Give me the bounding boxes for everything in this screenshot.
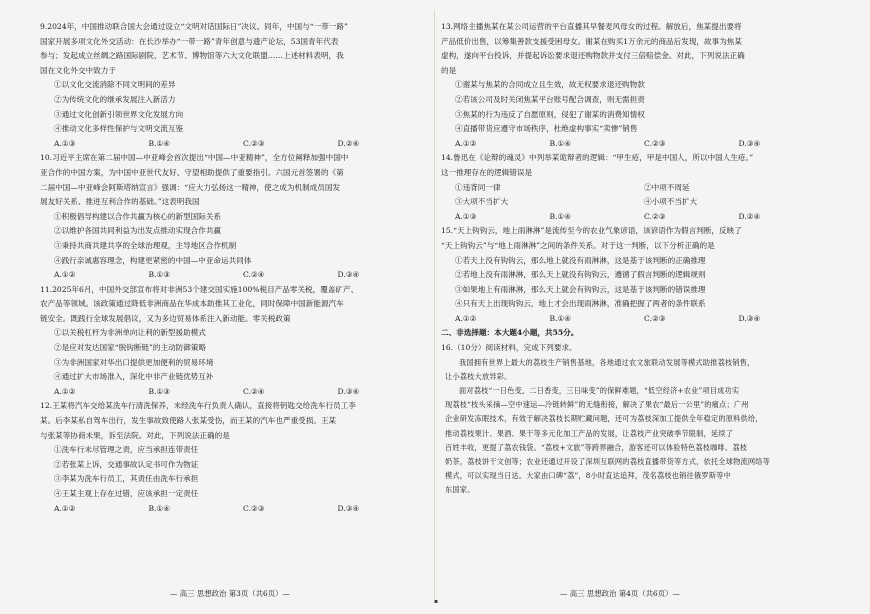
question-10 (40, 151, 432, 282)
material-line: 奶茶，荔枝饼干文创等；农业还通过开设了深圳互联网的荔枝直播带货等方式，依托全球物流网络等 (445, 457, 771, 467)
choice-d: D.③④ (738, 313, 761, 323)
option-1: ①违背同一律 (455, 182, 501, 192)
question-text-line: 12.王某将汽车交给某洗车行清洗保养，未经洗车行负责人确认，直接将钥匙交给洗车行员工李 (40, 401, 356, 411)
answer-choices (441, 210, 833, 225)
answer-choices (40, 137, 432, 152)
choice-c: C.②③ (243, 138, 265, 148)
choice-a: A.①② (54, 270, 76, 280)
option-1: ①若天上没有钩钩云，那么地上就没有雨淋淋，这是基于该判断的正确推理 (455, 255, 706, 265)
option-4: ④小项不当扩大 (644, 197, 698, 207)
question-text-line: 展友好关系、推进互利合作的基础。”这表明我国 (40, 197, 200, 207)
choice-d: D.③④ (337, 270, 360, 280)
left-column (40, 20, 432, 516)
material-line: 让小荔枝大放异彩。 (445, 371, 512, 381)
choice-c: C.②③ (644, 138, 666, 148)
option-3: ③通过文化创新引领世界文化发展方向 (54, 109, 184, 119)
material-line: 推动荔枝果汁、果酒、果干等多元化加工产品的发展，让荔枝产业突破季节限制，延续了 (445, 428, 734, 438)
question-text-line: 9.2024年，中国推动联合国大会通过设立“文明对话国际日”决议。同年，中国与“一带一路” (40, 22, 348, 31)
material-line: 现荔枝“枝头采摘—空中速运—冷链转鲜”的无缝衔接，解决了果农“最后一公里”的痛点；广州 (445, 400, 749, 410)
choice-c: C.②③ (644, 313, 666, 323)
option-4: ④通过扩大市场准入，深化中非产业链优势互补 (54, 372, 214, 382)
question-text-line: 14.鲁迅在《论辩的魂灵》中列举某诡辩者的逻辑：“甲生疮，甲是中国人，所以中国人生疮。” (441, 153, 754, 163)
question-16-title: 16.（10分）阅读材料，完成下列要求。 (441, 343, 577, 353)
choice-b: B.①④ (549, 138, 572, 148)
question-text-line: 13.网络主播焦某在某公司运营的平台直播其早餐麦风母女的过程。解放后，焦某提出要将 (441, 22, 742, 31)
question-text-line: 的是 (441, 65, 457, 75)
answer-choices (441, 312, 833, 327)
option-1: ①谢某与焦某的合同成立且生效，故无权要求退还购物款 (455, 80, 645, 90)
question-13 (441, 20, 833, 151)
option-3: ③为非洲国家对华出口提供更加便利的贸易环境 (54, 357, 214, 367)
choice-c: C.②④ (243, 270, 265, 280)
material-line: 模式，可以实现当日达。大家由口碑“荔”，8小时直达追拜，茂名荔枝也销往俄罗斯等中 (445, 471, 731, 481)
fold-mark: ▪ (434, 598, 439, 605)
question-text-line: 参与；发起成立丝绸之路国际剧院、艺术节、博物馆等六大文化联盟……上述材料表明，我 (40, 51, 344, 61)
material-line: 东国家。 (445, 485, 475, 495)
option-2: ②为传统文化的继承发展注入新活力 (54, 94, 176, 104)
choice-c: C.②③ (644, 211, 666, 221)
choice-a: A.①② (54, 503, 76, 513)
choice-a: A.①② (455, 138, 477, 148)
option-3: ③大项不当扩大 (455, 197, 509, 207)
material-line: 面对荔枝“一日色变，二日香变，三日味变”的保鲜难题，“低空经济+农业”项目成功实 (459, 386, 740, 396)
question-14 (441, 151, 833, 224)
answer-choices (40, 268, 432, 283)
question-11 (40, 283, 432, 400)
answer-choices (40, 502, 432, 517)
material-line: 企业研发冻眠技术，有效于解决荔枝长期贮藏问题，还可为荔枝深加工提供全年稳定的原料供给， (445, 414, 763, 424)
question-text-line: 亚合作的中国方案，为中国中亚世代友好、守望相助提供了重要指引。六国元首签署的《第 (40, 167, 344, 177)
question-text-line: 某。后李某私自驾车出行，发生事故致使路人张某受伤，而王某的汽车也严重受损。王某 (40, 416, 337, 426)
material-line: 我国拥有世界上最大的荔枝生产销售基地，各地通过农文旅联动发展等模式助推荔枝销售， (459, 357, 755, 367)
question-text-line: 产品低价出售，以筹集善款支援受困母女。谢某在购买1万余元的商品后发现，故事为焦某 (441, 36, 742, 46)
choice-c: C.②③ (243, 503, 265, 513)
question-text-line: 与张某等协商未果，诉至法院。对此，下列说法正确的是 (40, 430, 230, 440)
option-4: ④王某主观上存在过错，应该承担一定责任 (54, 489, 199, 498)
option-4: ④推动文化多样性保护与文明交流互鉴 (54, 124, 184, 134)
reading-material (441, 356, 833, 498)
option-2: ②若张某上诉，交通事故认定书可作为物证 (54, 459, 199, 469)
question-text-line: 链安全。既践行全球发展倡议，又为多边贸易体系注入新动能。零关税政策 (40, 313, 291, 323)
option-3: ③李某为洗车行员工，其责任由洗车行承担 (54, 474, 199, 484)
page-footer-right: — 高三 思想政治 第4页（共6页）— (560, 589, 680, 598)
question-9 (40, 20, 432, 151)
choice-a: A.①② (455, 313, 477, 323)
option-1: ①以文化交流消除不同文明间的差异 (54, 80, 176, 90)
option-1: ①积极倡导构建以合作共赢为核心的新型国际关系 (54, 211, 222, 221)
choice-d: D.③④ (738, 138, 761, 148)
choice-b: B.①④ (549, 313, 572, 323)
question-text-line: 国在文化外交中致力于 (40, 65, 116, 75)
choice-a: A.①② (54, 386, 76, 396)
option-4: ④践行亲诚惠容理念，构建更紧密的中国—中亚命运共同体 (54, 255, 252, 265)
question-text-line: 15.“天上钩钩云，地上雨淋淋”是流传至今的农业气象谚语，该谚语作为假言判断，反映了 (441, 226, 742, 236)
choice-d: D.②④ (738, 211, 761, 221)
question-text-line: 农产品等领域。该政策通过降低非洲商品在华成本助推其工业化，同时保障中国新能源汽车 (40, 299, 344, 309)
material-line: 百姓丰收，更提了荔农钱袋。“荔枝+文旅”等跨界融合，游客还可以体验特色荔枝咖啡、荔枝 (445, 442, 748, 452)
choice-b: B.①③ (148, 386, 171, 396)
choice-d: D.③④ (337, 386, 360, 396)
option-2: ②中项不周延 (644, 182, 690, 192)
option-1: ①洗车行未尽管理之责，应当承担连带责任 (54, 445, 199, 455)
option-3: ③如果地上有雨淋淋，那么天上就会有钩钩云，这是基于该判断的错误推理 (455, 284, 706, 294)
answer-choices (441, 137, 833, 152)
choice-a: A.①③ (54, 138, 76, 148)
question-text-line: 10.习近平主席在第二届中国—中亚峰会首次提出“中国—中亚精神”，全方位阐释加强中国中 (40, 153, 349, 163)
section-heading: 二、非选择题：本大题4小题，共55分。 (441, 328, 579, 338)
question-text-line: 11.2025年6月，中国外交部宣布将对非洲53个建交国实施100%税目产品零关税，覆盖矿产、 (40, 284, 359, 294)
option-3: ③秉持共商共建共享的全球治理观，主导地区合作机制 (54, 240, 237, 250)
option-2: ②若该公司及时关闭焦某平台账号配合调查，则无需担责 (455, 94, 645, 104)
question-text-line: 这一推理存在的逻辑错误是 (441, 167, 533, 177)
choice-d: D.③④ (337, 503, 360, 513)
option-4: ④直播带货应遵守市场秩序，杜绝虚构事实“卖惨”销售 (455, 124, 638, 134)
answer-choices (40, 385, 432, 400)
question-text-line: “天上钩钩云”与“地上雨淋淋”之间的条件关系。对于这一判断，以下分析正确的是 (441, 240, 715, 250)
option-1: ①以关税杠杆为非洲单向让利的新型援助模式 (54, 328, 206, 338)
question-15 (441, 224, 833, 326)
option-4: ④只有天上出现钩钩云，地上才会出现雨淋淋，准确把握了两者的条件联系 (455, 299, 706, 309)
choice-b: B.①④ (148, 503, 171, 513)
column-divider (434, 10, 435, 602)
question-text-line: 二届中国—中亚峰会阿斯塔纳宣言》强调：“应大力弘扬这一精神，使之成为机制成员国发 (40, 182, 341, 192)
question-text-line: 国家开展多项文化外交活动：在长沙举办“一带一路”青年创意与遗产论坛，53国青年代表 (40, 36, 339, 46)
choice-d: D.②④ (337, 138, 360, 148)
right-column (441, 20, 833, 498)
choice-b: B.①③ (148, 270, 171, 280)
option-2: ②以维护各国共同利益为出发点推动实现合作共赢 (54, 226, 222, 236)
question-12 (40, 399, 432, 516)
choice-a: A.①③ (455, 211, 477, 221)
choice-c: C.②④ (243, 386, 265, 396)
option-2: ②若地上没有雨淋淋，那么天上就没有钩钩云，遵循了假言判断的逻辑规则 (455, 270, 706, 280)
choice-b: B.①④ (549, 211, 572, 221)
option-row (441, 181, 833, 196)
option-row (441, 195, 833, 210)
option-3: ③焦某的行为违反了自愿原则，侵犯了谢某的消费知情权 (455, 109, 645, 119)
choice-b: B.①④ (148, 138, 171, 148)
page-footer-left: — 高三 思想政治 第3页（共6页）— (170, 589, 290, 598)
question-text-line: 虚构，遂向平台投诉，并提起诉讼要求退还购物款并支付三倍赔偿金。对此，下列说法正确 (441, 51, 745, 61)
option-2: ②是应对发达国家“脱钩断链”的主动防御策略 (54, 343, 207, 353)
